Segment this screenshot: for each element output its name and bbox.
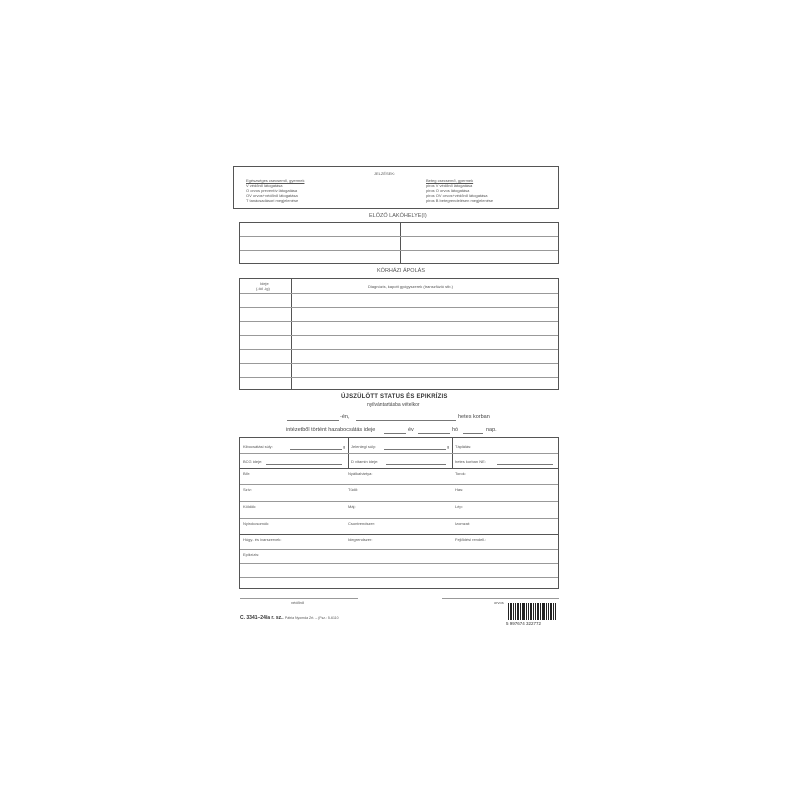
newborn-line2-start: intézetből történt hazabocsátás ideje [286,427,376,433]
lymph-label: Nyirokcsomók: [243,521,270,526]
birth-weight-unit: g [343,444,346,449]
legend-left-item: OV orvos+védőnő látogatása [246,193,298,198]
previous-address-box[interactable] [239,222,559,264]
current-weight-unit: g [447,444,450,449]
skin-label: Bőr: [243,471,251,476]
navel-label: Köldök: [243,504,257,509]
newborn-line2-ev: év [408,427,414,433]
newborn-line1-end: hetes korban [458,414,490,420]
barcode-icon [508,603,558,620]
epikrizis-label: Epikrízis: [243,552,260,557]
hospital-col-diagnosis: Diagnózis, kapott gyógyszerek (transzfúzió stb.) [368,284,453,289]
legend-left-item: V védőnő látogatása [246,183,283,188]
feeding-label: Táplálás: [455,444,472,449]
malformation-label: Fejlődési rendell.: [455,537,487,542]
newborn-line2-ho: hó [452,427,459,433]
legend-right-item: piros O orvos látogatása [426,188,470,193]
hospital-col-date: Ideje [260,281,269,286]
newborn-subtitle: nyilvántartásba vételkor [367,402,420,408]
urogenital-label: Húgy- és ivarszervek: [243,537,282,542]
mucosa-label: Nyálkahártya: [348,471,373,476]
legend-title: JELZÉSEK: [374,171,396,176]
newborn-title: ÚJSZÜLÖTT STATUS ÉS EPIKRÍZIS [341,394,448,400]
skeleton-label: Csontrendszer: [348,521,376,526]
birth-weight-label: Kibocsátási súly: [243,444,273,449]
legend-left-item: T tanácsadásori megjelenése [246,198,299,203]
form-code: C. 3341–24/a r. sz. [240,615,283,621]
signature-doctor-label: orvos [494,600,504,605]
muscle-label: Izomzat: [455,521,471,526]
current-weight-label: Jelenlegi súly: [351,444,377,449]
newborn-line2-nap: nap. [486,427,497,433]
spleen-label: Lép: [455,504,463,509]
throat-label: Torok: [455,471,466,476]
nervous-label: Idegrendszer: [348,537,373,542]
legend-right-item: piros B betegrendelésen megjelenése [426,198,494,203]
abdomen-label: Has: [455,487,464,492]
heart-label: Szív: [243,487,252,492]
hospital-col-date-sub: (-tól -ig) [256,286,270,291]
bcg-label: BCG ideje: [243,459,263,464]
legend-right-item: piros V védőnő látogatása [426,183,473,188]
publisher: – Pátria Nyomda Zrt. – (Fsz.: 5-6110 [282,616,339,620]
newborn-line1-mid: -én, [340,414,350,420]
legend-right-item: piros OV orvos+védőnő látogatása [426,193,488,198]
previous-address-title: ELŐZŐ LAKÓHELYE(I) [369,213,427,219]
lung-label: Tüdő: [348,487,359,492]
ne-label: hetes korban NE: [455,459,486,464]
legend-right-header: Beteg csecsemő, gyermek [426,178,474,183]
signature-nurse-label: védőnő [291,600,305,605]
hospital-title: KÓRHÁZI ÁPOLÁS [377,268,425,274]
legend-left-item: O orvos preventív látogatása [246,188,298,193]
barcode-number: 5 997674 322772 [506,621,542,626]
status-grid[interactable] [239,437,559,589]
vitamin-d-label: D vitamin ideje: [351,459,379,464]
liver-label: Máj: [348,504,356,509]
legend-box [233,166,559,209]
hospital-table[interactable] [239,278,559,390]
legend-left-header: Egészséges csecsemő, gyermek [246,178,305,183]
